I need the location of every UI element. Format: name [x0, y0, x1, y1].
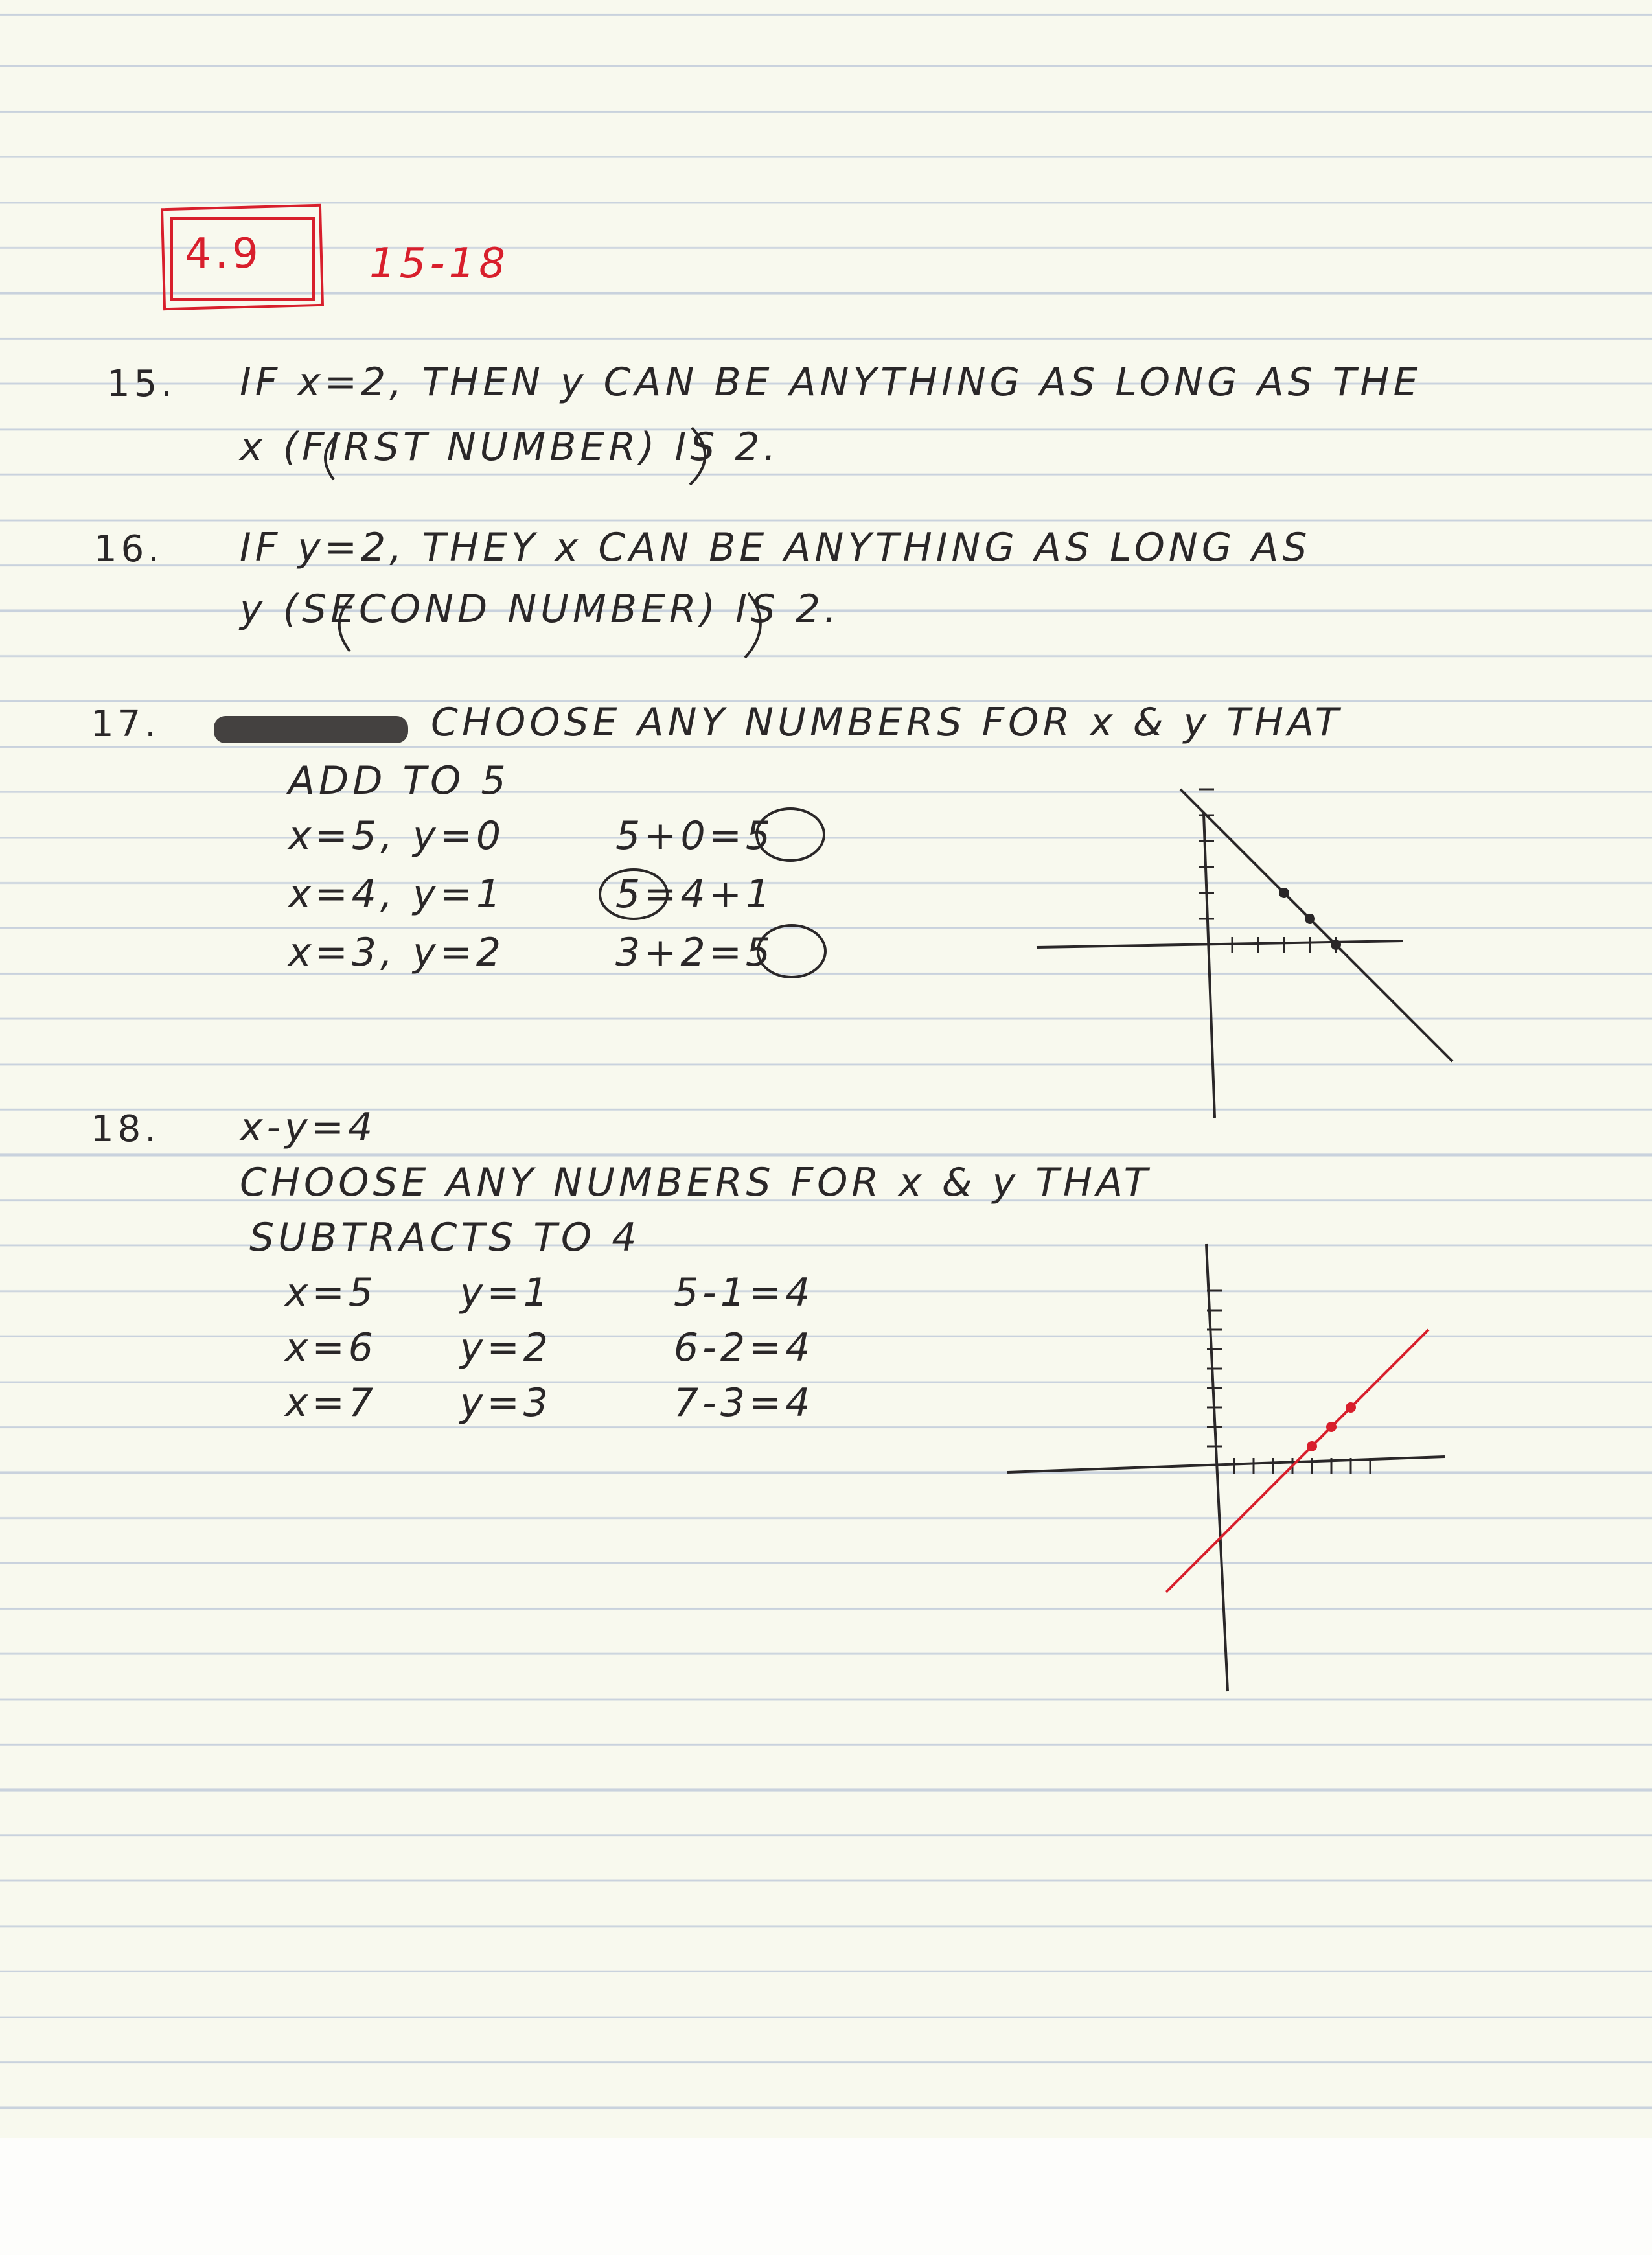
problem-18-row1-check: 5-1=4: [674, 1270, 814, 1315]
problem-17-row2-xy: x=4, y=1: [288, 872, 505, 917]
problem-18-row2-check: 6-2=4: [674, 1325, 814, 1370]
problem-16-line1: IF y=2, THEY x CAN BE ANYTHING AS LONG AS: [240, 525, 1311, 570]
problem-17-row2-check: 5=4+1: [615, 872, 775, 917]
problem-18-row1-x: x=5: [285, 1270, 377, 1315]
problem-18-row2-y: y=2: [460, 1325, 552, 1370]
problem-17-row1-xy: x=5, y=0: [288, 813, 505, 859]
problem-15-line1: IF x=2, THEN y CAN BE ANYTHING AS LONG AS THE: [240, 360, 1422, 405]
problem-16-number: 16.: [94, 528, 164, 570]
problem-18-row3-y: y=3: [460, 1380, 552, 1426]
problem-17-row3-check: 3+2=5: [615, 930, 775, 975]
problem-18-row2-x: x=6: [285, 1325, 377, 1370]
problem-17-row3-xy: x=3, y=2: [288, 930, 505, 975]
problem-18-row3-check: 7-3=4: [674, 1380, 814, 1426]
problem-18-equation: x-y=4: [240, 1105, 377, 1150]
problem-15-number: 15.: [107, 363, 177, 405]
problem-18-row1-y: y=1: [460, 1270, 552, 1315]
problem-18-line1: CHOOSE ANY NUMBERS FOR x & y THAT: [240, 1160, 1152, 1205]
problem-18-number: 18.: [91, 1108, 161, 1150]
problem-15-line2: x (FIRST NUMBER) IS 2.: [240, 424, 780, 470]
problem-18-line2: SUBTRACTS TO 4: [249, 1215, 641, 1260]
scribbled-out-word: [214, 716, 408, 743]
problem-18-row3-x: x=7: [285, 1380, 377, 1426]
problem-17-row1-check: 5+0=5: [615, 813, 775, 859]
problem-17-line2: ADD TO 5: [288, 758, 510, 804]
problem-range: 15-18: [369, 240, 509, 288]
page-bottom-margin: [0, 2138, 1652, 2255]
problem-17-line1: CHOOSE ANY NUMBERS FOR x & y THAT: [431, 700, 1343, 745]
problem-17-number: 17.: [91, 703, 161, 745]
problem-16-line2: y (SECOND NUMBER) IS 2.: [240, 586, 841, 632]
section-number: 4.9: [185, 230, 262, 278]
